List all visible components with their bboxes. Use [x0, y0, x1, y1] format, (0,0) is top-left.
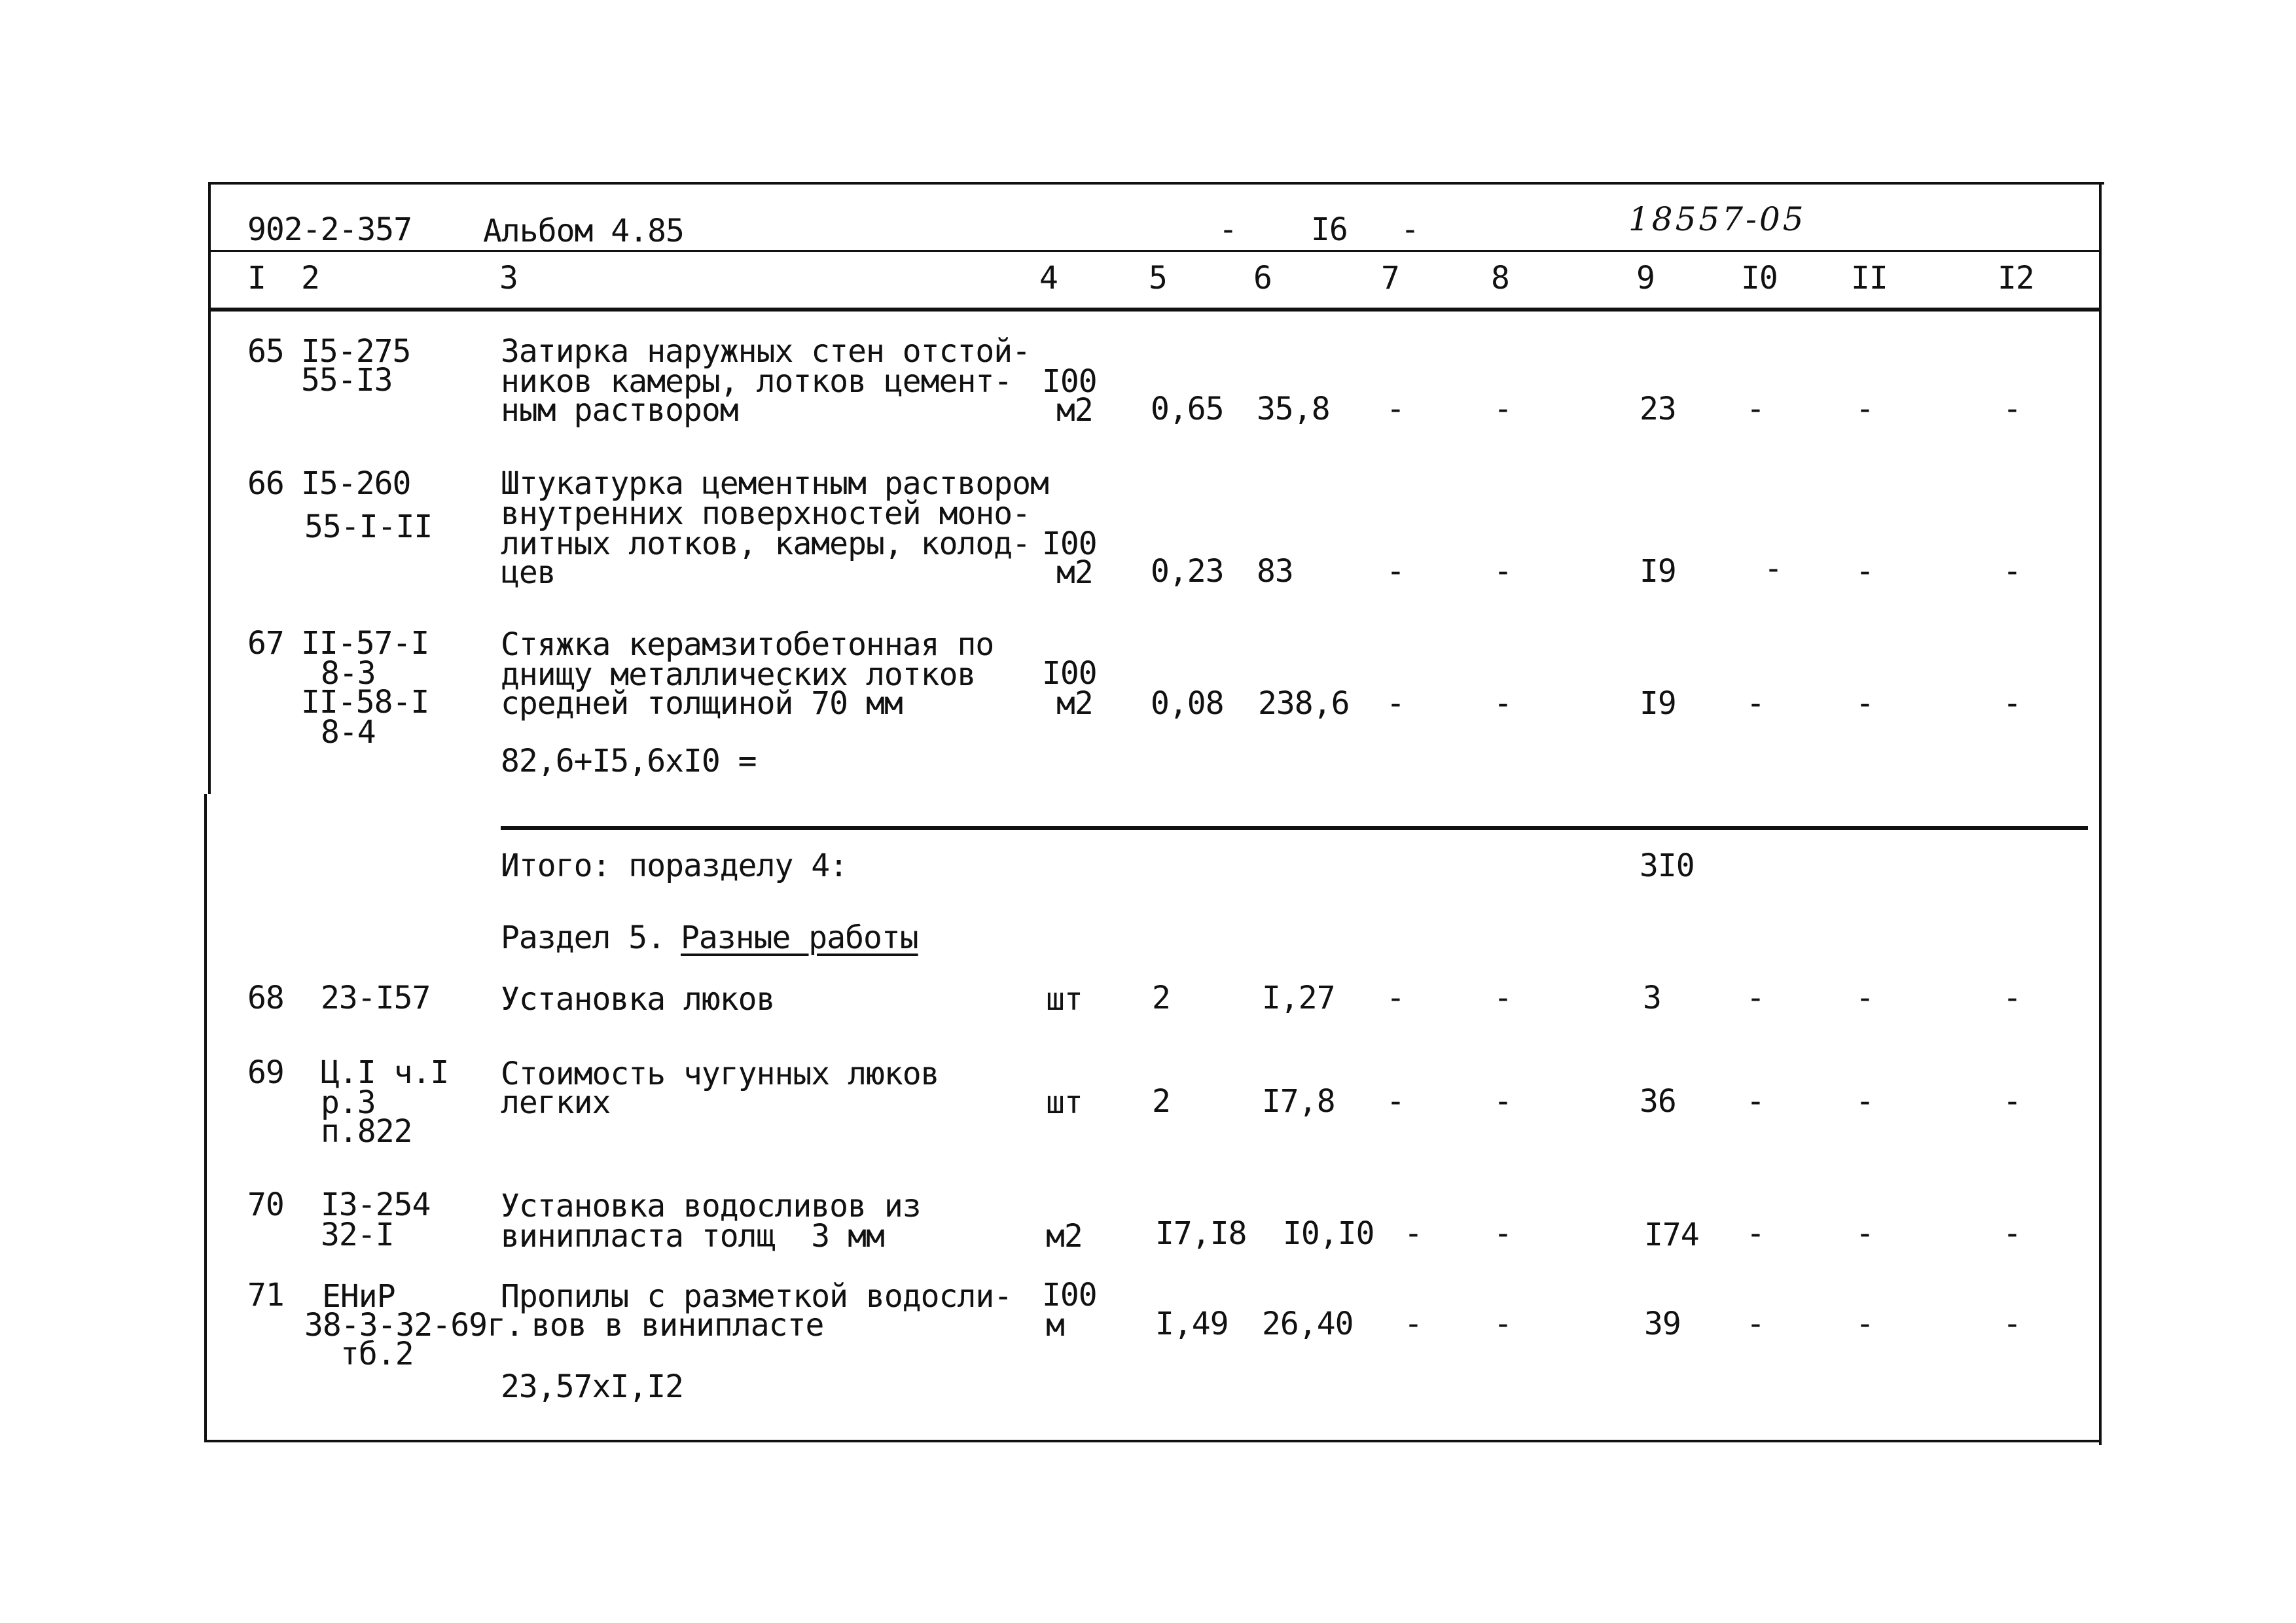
row-price: 83: [1257, 553, 1293, 590]
row-total: I74: [1644, 1217, 1699, 1253]
row-col10: -: [1746, 1306, 1765, 1342]
row-qty: 2: [1152, 980, 1170, 1016]
row-unit-line: м: [1046, 1307, 1064, 1344]
row-col8: -: [1494, 391, 1512, 427]
row-desc-line: Стоимость чугунных люков: [501, 1056, 939, 1092]
row-unit-line: м2: [1046, 1218, 1083, 1255]
row-col11: -: [1856, 391, 1874, 427]
row-col8: -: [1494, 685, 1512, 722]
row-desc-line: ным раствором: [501, 392, 738, 429]
column-header-bottom-line: [209, 308, 2101, 312]
col-header-9: 9: [1636, 260, 1655, 296]
row-col8: -: [1494, 980, 1512, 1016]
row-desc-line: Затирка наружных стен отстой-: [501, 333, 1031, 370]
row-number: 71: [247, 1277, 284, 1313]
row-col7: -: [1386, 1083, 1405, 1120]
row-qty: I,49: [1155, 1306, 1229, 1342]
col-header-2: 2: [301, 260, 319, 296]
row-price: I0,I0: [1283, 1215, 1374, 1252]
row-qty: 0,08: [1151, 685, 1224, 722]
row-qty: I7,I8: [1155, 1215, 1247, 1252]
row-unit-line: шт: [1046, 981, 1083, 1018]
row-unit-line: I00: [1042, 1277, 1097, 1313]
row-desc-line: легких: [501, 1084, 611, 1121]
subtotal-label: Итого: поразделу 4:: [501, 847, 848, 884]
row-unit-line: м2: [1056, 554, 1093, 591]
row-number: 67: [247, 625, 284, 662]
row-col12: -: [2003, 553, 2021, 590]
album-label: Альбом 4.85: [483, 213, 684, 249]
page-dash-left: -: [1219, 211, 1237, 248]
row-code-line: 23-I57: [321, 980, 431, 1016]
row-code-line: р.3: [321, 1084, 376, 1121]
col-header-11: II: [1851, 260, 1888, 296]
row-total: I9: [1640, 685, 1676, 722]
row-col12: -: [2003, 1083, 2021, 1120]
row-formula: 23,57xI,I2: [501, 1368, 683, 1405]
row-col7: -: [1386, 391, 1405, 427]
row-col10: -: [1746, 1215, 1765, 1252]
row-price: I,27: [1262, 980, 1335, 1016]
col-header-5: 5: [1149, 260, 1167, 296]
row-total: 3: [1643, 980, 1661, 1016]
row-number: 68: [247, 980, 284, 1016]
row-formula: 82,6+I5,6xI0 =: [501, 743, 757, 779]
subtotal-rule: [501, 826, 2088, 830]
row-col10: -: [1746, 685, 1765, 722]
row-number: 65: [247, 333, 284, 370]
row-code-line: ЕНиР: [322, 1278, 395, 1315]
row-unit-line: м2: [1056, 392, 1093, 429]
row-unit-line: I00: [1042, 526, 1097, 562]
frame-right-line: [2099, 182, 2102, 1445]
row-col12: -: [2003, 980, 2021, 1016]
row-total: 23: [1640, 391, 1676, 427]
row-qty: 2: [1152, 1083, 1170, 1120]
frame-top-line: [209, 182, 2104, 185]
row-price: 26,40: [1262, 1306, 1354, 1342]
row-code-line: II-58-I: [301, 684, 429, 721]
row-col11: -: [1856, 1215, 1874, 1252]
subtotal-value: 3I0: [1640, 847, 1695, 884]
row-desc-line: внутренних поверхностей моно-: [501, 495, 1031, 532]
row-desc-line: цев: [501, 554, 556, 591]
row-col11: -: [1856, 1306, 1874, 1342]
row-desc-line: литных лотков, камеры, колод-: [501, 526, 1031, 562]
row-col12: -: [2003, 391, 2021, 427]
page-number: I6: [1311, 211, 1348, 248]
row-desc-line: Установка люков: [501, 981, 775, 1018]
col-header-1: I: [247, 260, 266, 296]
row-desc-line: ников камеры, лотков цемент-: [501, 363, 1013, 400]
row-desc-line: Штукатурка цементным раствором: [501, 465, 1049, 502]
row-desc-line: средней толщиной 70 мм: [501, 685, 903, 722]
row-price: I7,8: [1262, 1083, 1335, 1120]
page-dash-right: -: [1401, 211, 1419, 248]
row-col8: -: [1494, 1215, 1512, 1252]
row-code-line: 38-3-32-69г.: [304, 1307, 524, 1344]
row-desc-line: винипласта толщ 3 мм: [501, 1218, 884, 1255]
col-header-3: 3: [499, 260, 518, 296]
row-number: 69: [247, 1054, 284, 1091]
col-header-8: 8: [1491, 260, 1509, 296]
row-col10: -: [1746, 980, 1765, 1016]
row-col8: -: [1494, 553, 1512, 590]
section-title: Разные работы: [681, 919, 918, 956]
row-col11: -: [1856, 1083, 1874, 1120]
row-desc-line: Установка водосливов из: [501, 1188, 921, 1224]
row-col10: -: [1746, 1083, 1765, 1120]
row-code-line: 55-I3: [301, 362, 393, 399]
row-code-line: тб.2: [340, 1336, 414, 1372]
row-unit-line: I00: [1042, 363, 1097, 400]
row-unit-line: м2: [1056, 685, 1093, 722]
row-col11: -: [1856, 553, 1874, 590]
row-col7: -: [1404, 1306, 1422, 1342]
col-header-7: 7: [1381, 260, 1399, 296]
row-unit-line: I00: [1042, 655, 1097, 692]
col-header-10: I0: [1741, 260, 1778, 296]
row-code-line: I3-254: [321, 1186, 431, 1223]
row-total: 39: [1644, 1306, 1681, 1342]
section-prefix: Раздел 5.: [501, 919, 666, 956]
frame-bottom-line: [204, 1440, 2101, 1442]
row-code-line: п.822: [321, 1113, 412, 1150]
row-code-line: 32-I: [321, 1217, 394, 1253]
row-qty: 0,65: [1151, 391, 1224, 427]
row-col8: -: [1494, 1083, 1512, 1120]
row-col7: -: [1404, 1215, 1422, 1252]
handwritten-number: 18557-05: [1628, 200, 1806, 238]
row-code-line: I5-275: [301, 333, 411, 370]
row-desc-line: Пропилы с разметкой водосли-: [501, 1278, 1013, 1315]
row-number: 66: [247, 465, 284, 502]
row-col7: -: [1386, 980, 1405, 1016]
row-desc-line: Стяжка керамзитобетонная по: [501, 626, 994, 663]
row-col7: -: [1386, 553, 1405, 590]
row-desc-line: днищу металлических лотков: [501, 656, 976, 693]
row-total: I9: [1640, 553, 1676, 590]
header-separator-line: [209, 250, 2101, 252]
row-code-line: 55-I-II: [304, 508, 433, 545]
row-col8: -: [1494, 1306, 1512, 1342]
row-price: 238,6: [1258, 685, 1350, 722]
frame-left-line-lower: [204, 794, 207, 1442]
row-code-line: Ц.I ч.I: [321, 1054, 449, 1091]
row-qty: 0,23: [1151, 553, 1224, 590]
col-header-4: 4: [1039, 260, 1058, 296]
row-col12: -: [2003, 685, 2021, 722]
doc-code: 902-2-357: [247, 211, 412, 248]
row-col11: -: [1856, 685, 1874, 722]
row-number: 70: [247, 1186, 284, 1223]
frame-left-line: [208, 182, 211, 794]
row-col11: -: [1856, 980, 1874, 1016]
col-header-12: I2: [1998, 260, 2034, 296]
row-col10: -: [1764, 550, 1782, 587]
row-code-line: II-57-I: [301, 625, 429, 662]
row-total: 36: [1640, 1083, 1676, 1120]
row-col7: -: [1386, 685, 1405, 722]
row-code-line: I5-260: [301, 465, 411, 502]
row-col12: -: [2003, 1215, 2021, 1252]
row-price: 35,8: [1257, 391, 1330, 427]
row-code-line: 8-3: [321, 655, 376, 692]
col-header-6: 6: [1253, 260, 1272, 296]
row-desc-line: вов в винипласте: [531, 1307, 824, 1344]
row-col12: -: [2003, 1306, 2021, 1342]
row-code-line: 8-4: [321, 714, 376, 751]
row-unit-line: шт: [1046, 1084, 1083, 1121]
row-col10: -: [1746, 391, 1765, 427]
